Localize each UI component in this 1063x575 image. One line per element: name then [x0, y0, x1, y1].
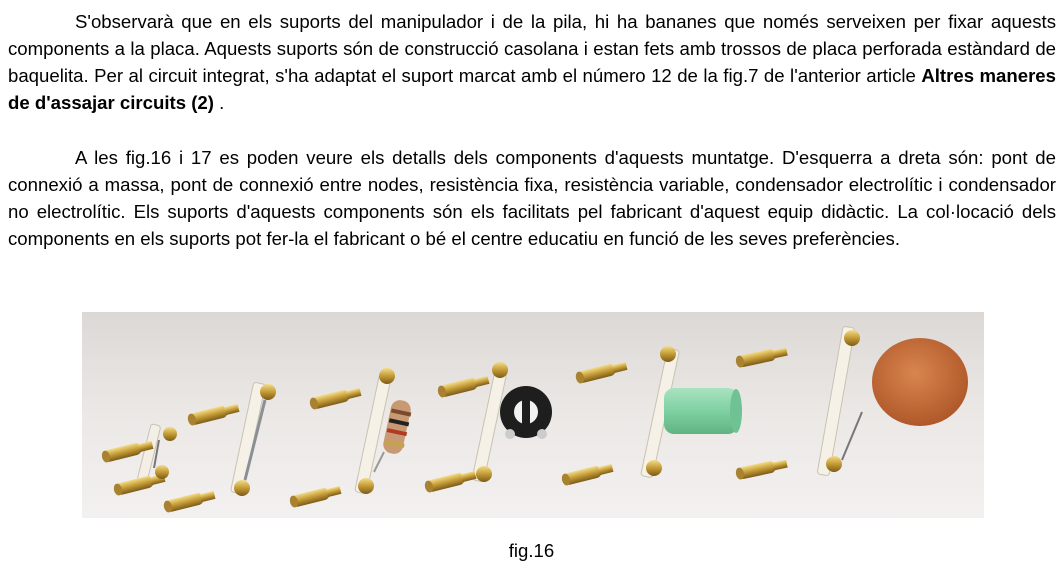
paragraph-1 — [8, 8, 1056, 116]
paragraph-1-text-a: S'observarà que en els suports del manipulador i de la pila, hi ha bananes que només serveixen per fixar aquests components a la placa. Aquests suports són de construcció casolana i estan fets amb trossos de placa perforada estàndard de baquelita. Per al circuit integrat, s'ha adaptat el suport marcat amb el número 12 de la fig.7 de l'anterior article — [8, 11, 1056, 86]
component-photo — [82, 312, 984, 518]
paragraph-2-text: A les fig.16 i 17 es poden veure els detalls dels components d'aquests muntatge. D'esquerra a dreta són: pont de connexió a massa, pont de connexió entre nodes, resistència fixa, resistència variable, condensador electrolític i condensador no electrolític. Els suports d'aquests components són els facilitats pel fabricant d'aquest equip didàctic. La col·locació dels components en els suports pot fer-la el fabricant o bé el centre educatiu en funció de les seves preferències. — [8, 147, 1056, 249]
paragraph-2 — [8, 144, 1056, 252]
paragraph-1-text-b: . — [213, 92, 225, 113]
figure-caption: fig.16 — [508, 540, 555, 561]
article-title-reference: Altres maneres de d'assajar circuits (2) — [8, 65, 1056, 113]
